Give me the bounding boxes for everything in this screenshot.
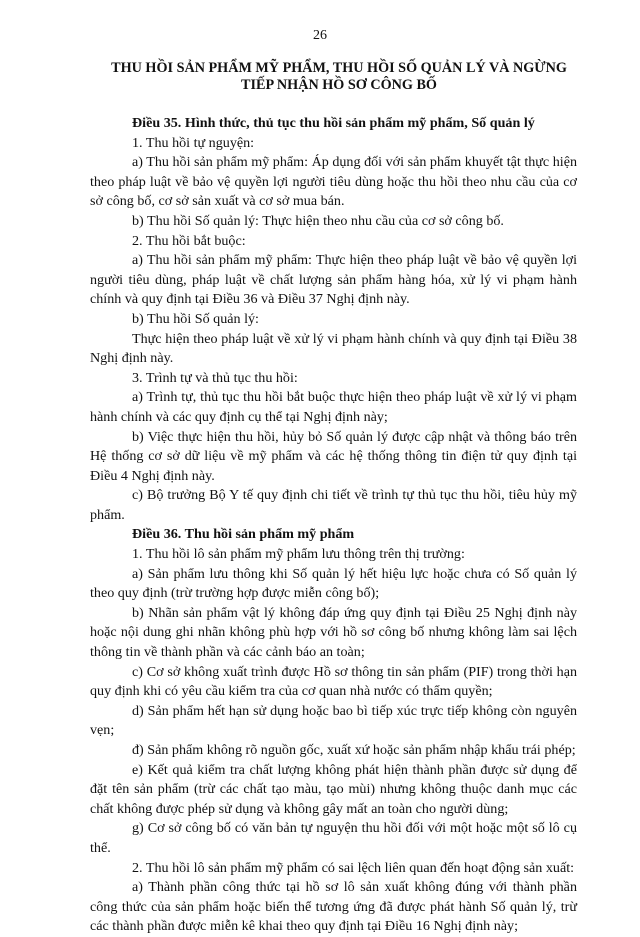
paragraph: b) Thu hồi Số quản lý: Thực hiện theo nhu cầu của cơ sở công bố.	[132, 212, 504, 229]
article-heading-36: Điều 36. Thu hồi sản phẩm mỹ phẩm	[132, 526, 355, 543]
chapter-heading-line-2: TIẾP NHẬN HỒ SƠ CÔNG BỐ	[241, 77, 437, 93]
page-number: 26	[313, 28, 327, 43]
paragraph: 2. Thu hồi bắt buộc:	[132, 232, 246, 249]
paragraph: b) Việc thực hiện thu hồi, hủy bỏ Số quản lý được cập nhật và thông báo trên Hệ thống cơ sở dữ liệu về mỹ phẩm và các hệ thống thông tin điện tử quy định tại Điều 4 Nghị định này.	[90, 428, 577, 484]
paragraph: 1. Thu hồi lô sản phẩm mỹ phẩm lưu thông trên thị trường:	[132, 546, 465, 563]
paragraph: d) Sản phẩm hết hạn sử dụng hoặc bao bì tiếp xúc trực tiếp không còn nguyên vẹn;	[90, 702, 577, 739]
chapter-heading-line-1: THU HỒI SẢN PHẨM MỸ PHẨM, THU HỒI SỐ QUẢN LÝ VÀ NGỪNG	[111, 60, 567, 76]
paragraph: a) Trình tự, thủ tục thu hồi bắt buộc thực hiện theo pháp luật về xử lý vi phạm hành chính và các quy định cụ thể tại Nghị định này;	[90, 389, 577, 425]
chapter-heading	[74, 60, 604, 94]
paragraph: b) Thu hồi Số quản lý:	[132, 310, 259, 327]
paragraph: 1. Thu hồi tự nguyện:	[132, 134, 255, 151]
paragraph: c) Cơ sở không xuất trình được Hồ sơ thông tin sản phẩm (PIF) trong thời hạn quy định khi có yêu cầu kiểm tra của cơ quan nhà nước có thẩm quyền;	[90, 663, 577, 700]
paragraph: 2. Thu hồi lô sản phẩm mỹ phẩm có sai lệch liên quan đến hoạt động sản xuất:	[132, 859, 575, 876]
paragraph: a) Thu hồi sản phẩm mỹ phẩm: Áp dụng đối với sản phẩm khuyết tật thực hiện theo pháp luật về bảo vệ quyền lợi người tiêu dùng hoặc thu hồi theo nhu cầu của cơ sở công bố, cơ sở sản xuất và cơ sở mua bán.	[90, 154, 577, 210]
paragraph: c) Bộ trưởng Bộ Y tế quy định chi tiết về trình tự thủ tục thu hồi, tiêu hủy mỹ phẩm.	[90, 487, 577, 523]
paragraph: Thực hiện theo pháp luật về xử lý vi phạm hành chính và quy định tại Điều 38 Nghị định này.	[90, 330, 577, 367]
paragraph: a) Thành phần công thức tại hồ sơ lô sản xuất không đúng với thành phần công thức của sản phẩm hoặc biến thể tương ứng đã được phát hành Số quản lý, trừ các thành phần được miễn kê khai theo quy định tại Điều 16 Nghị định này;	[90, 879, 577, 935]
paragraph: a) Thu hồi sản phẩm mỹ phẩm: Thực hiện theo pháp luật về bảo vệ quyền lợi người tiêu dùng, pháp luật về chất lượng sản phẩm hàng hóa, xử lý vi phạm hành chính và quy định tại Điều 36 và Điều 37 Nghị định này.	[90, 252, 577, 308]
paragraph: a) Sản phẩm lưu thông khi Số quản lý hết hiệu lực hoặc chưa có Số quản lý theo quy định (trừ trường hợp được miễn công bố);	[90, 565, 577, 602]
paragraph: 3. Trình tự và thủ tục thu hồi:	[132, 369, 298, 386]
paragraph: b) Nhãn sản phẩm vật lý không đáp ứng quy định tại Điều 25 Nghị định này hoặc nội dung ghi nhãn không phù hợp với hồ sơ công bố nhưng không làm sai lệch thông tin về thành phần và các cảnh báo an toàn;	[90, 604, 577, 661]
paragraph: g) Cơ sở công bố có văn bản tự nguyện thu hồi đối với một hoặc một số lô cụ thể.	[90, 820, 577, 856]
body-text	[90, 114, 577, 937]
paragraph: đ) Sản phẩm không rõ nguồn gốc, xuất xứ hoặc sản phẩm nhập khẩu trái phép;	[132, 742, 576, 758]
paragraph: e) Kết quả kiểm tra chất lượng không phát hiện thành phần được sử dụng để đặt tên sản phẩm (trừ các chất tạo màu, tạo mùi) nhưng không thuộc danh mục các chất không được phép sử dụng và không gây mất an toàn cho người dùng;	[90, 761, 577, 817]
article-heading-35: Điều 35. Hình thức, thủ tục thu hồi sản phẩm mỹ phẩm, Số quản lý	[132, 115, 535, 131]
